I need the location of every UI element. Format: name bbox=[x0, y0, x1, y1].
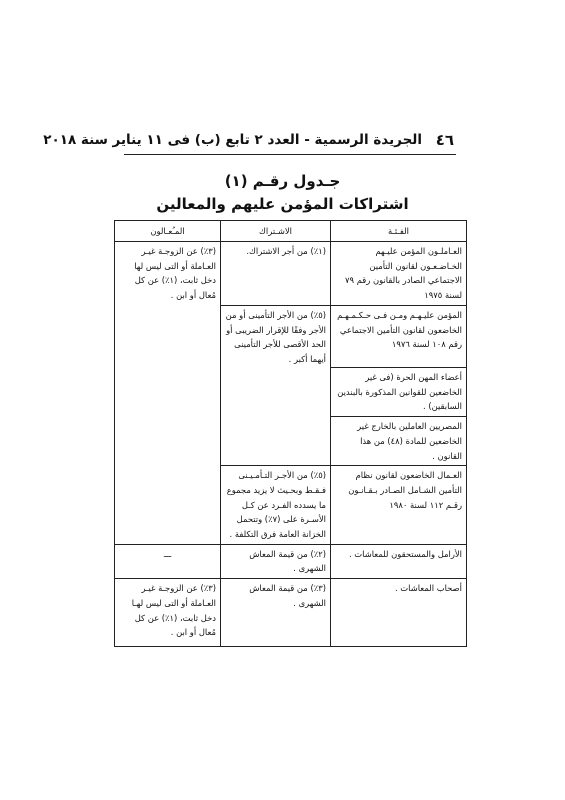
dependents-cell: (٣٪) عن الزوجـة غيـر العـاملة أو التى ليس لها دخل ثابت، (١٪) عن كل مُعال أو ابن . bbox=[115, 242, 221, 545]
contribution-cell: (٥٪) من الأجـر التـأمـيـنى فـقـط وبحـيث لا يزيد مجموع ما يسدده الفـرد عن كـل الأسـرة على (٧٪) وتتحمل الخزانة العامة فرق التكلفة . bbox=[221, 466, 331, 545]
table-row bbox=[115, 579, 467, 647]
dependents-cell: ـــ bbox=[115, 544, 221, 578]
contribution-cell: (١٪) من أجر الاشتراك. bbox=[221, 242, 331, 306]
category-cell: المصريين العاملين بالخارج غير الخاضعين للمادة (٤٨) من هذا القانون . bbox=[331, 417, 467, 466]
column-header-category: الفـئـة bbox=[331, 221, 467, 242]
table-header-row bbox=[115, 221, 467, 242]
column-header-dependents: المـُعـالون bbox=[115, 221, 221, 242]
category-cell: المؤمن عليـهـم ومـن فـى حـكـمـهـم الخاضعون لقانون التأمين الاجتماعي رقم ١٠٨ لسنة ١٩٧٦ bbox=[331, 306, 467, 368]
table-row bbox=[115, 544, 467, 578]
table-title: جـدول رقـم (١) bbox=[224, 172, 341, 190]
table-row bbox=[115, 242, 467, 306]
page-header bbox=[43, 131, 454, 155]
table-subtitle: اشتراكات المؤمن عليهم والمعالين bbox=[156, 195, 409, 213]
contribution-cell: (٢٪) من قيمة المعاش الشهرى . bbox=[221, 544, 331, 578]
dependents-cell: (٣٪) عن الزوجـة غيـر العـاملة أو التى ليس لهـا دخل ثابت، (١٪) عن كل مُعال أو ابن . bbox=[115, 579, 221, 647]
category-cell: الأرامل والمستحقون للمعاشات . bbox=[331, 544, 467, 578]
column-header-contribution: الاشـتراك bbox=[221, 221, 331, 242]
category-cell: أعضاء المهن الحرة (فى غير الخاضعين للقوانين المذكورة بالبندين السابقين) . bbox=[331, 368, 467, 417]
contribution-cell: (٥٪) من الأجر التأمينى أو من الأجر وفقًا للإقرار الضريبى أو الحد الأقصى للأجر التأمينى أيهما أكبر . bbox=[221, 306, 331, 466]
category-cell: أصحاب المعاشات . bbox=[331, 579, 467, 647]
page-number: ٤٦ bbox=[435, 131, 454, 149]
contributions-table bbox=[114, 220, 467, 647]
gazette-header-title: الجريدة الرسمية - العدد ٢ تابع (ب) فى ١١ يناير سنة ٢٠١٨ bbox=[43, 132, 422, 148]
header-divider bbox=[124, 154, 456, 155]
contribution-cell: (٣٪) من قيمة المعاش الشهرى . bbox=[221, 579, 331, 647]
category-cell: العـمال الخاضعون لقانون نظام التأمين الشـامل الصـادر بـقـانـون رقـم ١١٢ لسنة ١٩٨٠ bbox=[331, 466, 467, 545]
category-cell: العـاملـون المؤمن عليـهم الخـاضـعـون لقانون التأمين الاجتماعي الصادر بالقانون رقم ٧٩ لسنة ١٩٧٥ bbox=[331, 242, 467, 306]
